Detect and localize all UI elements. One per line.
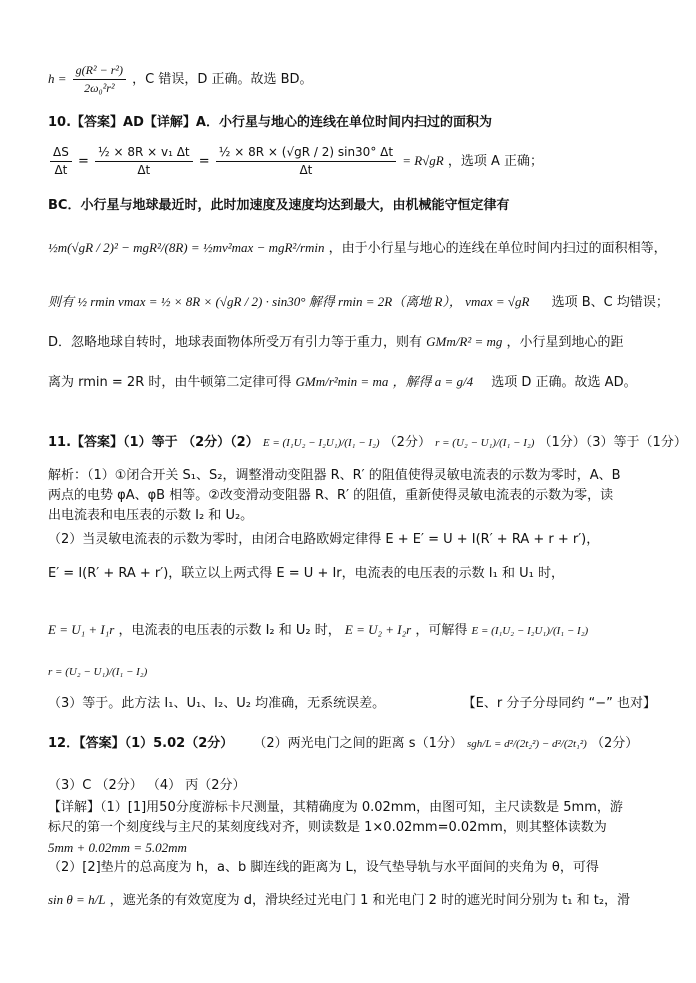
q12-p5: sin θ = h/L ，遮光条的有效宽度为 d，滑块经过光电门 1 和光电门 2 时的遮光时间分别为 t₁ 和 t₂，滑	[48, 892, 631, 908]
q12-p1: 【详解】（1）[1]用50分度游标卡尺测量，其精确度为 0.02mm，由图可知，主尺读数是 5mm，游	[48, 800, 623, 815]
q11-p3: 出电流表和电压表的示数 I₂ 和 U₂。	[48, 508, 254, 523]
q10-energy: ½m(√gR / 2)² − mgR²/(8R) = ½mv²max − mgR²/rmin ，由于小行星与地心的连线在单位时间内扫过的面积相等，	[48, 240, 667, 256]
q12-p4: （2）[2]垫片的总高度为 h，a、b 脚连线的距离为 L，设气垫导轨与水平面间的夹角为 θ，可得	[48, 860, 599, 875]
q12-p3: 5mm + 0.02mm = 5.02mm	[48, 840, 187, 855]
q10-area-eq: $\frac{\Delta S}{\Delta t}$ = $\frac{\text{½ × 8R × v₁ Δt}}{\Delta t}$ = $\frac{\text{½ × 8R × (√gR / 2) sin30° Δt}}{\Delta t}$ = R√gR ，选项 A 正确；	[48, 144, 656, 179]
q10-d2: 离为 rmin = 2R 时，由牛顿第二定律可得 GMm/r²min = ma ，解得 a = g/4 选项 D 正确。故选 AD。	[48, 374, 637, 390]
q11-p8: （3）等于。此方法 I₁、U₁、I₂、U₂ 均准确，无系统误差。 【E、r 分子分母同约 “−” 也对】	[48, 694, 656, 714]
q11-p7: r = (U₂ − U₁)/(I₁ − I₂)	[48, 666, 148, 678]
q11-note: 【E、r 分子分母同约 “−” 也对】	[462, 696, 656, 711]
q11-p5: E′ = I(R′ + RA + r′)，联立以上两式得 E = U + Ir，电流表的电压表的示数 I₁ 和 U₁ 时，	[48, 566, 564, 581]
q10-d: D．忽略地球自转时，地球表面物体所受万有引力等于重力，则有 GMm/R² = mg ，小行星到地心的距	[48, 334, 624, 350]
q9-h-fraction: $\frac{\text{g(R² − r²)}}{\text{2ω₀²r²}}$	[73, 62, 126, 97]
q9-tail: ，C 错误，D 正确。故选 BD。	[132, 72, 313, 87]
q12-head: 12．【答案】（1）5.02（2分） （2）两光电门之间的距离 s（1分） sgh/L = d²/(2t₂²) − d²/(2t₁²) （2分）	[48, 736, 639, 751]
q11-p2: 两点的电势 φA、φB 相等。②改变滑动变阻器 R、R′ 的阻值，重新使得灵敏电流表的示数为零，读	[48, 488, 614, 503]
q12-l2: （3）C （2分） （4） 丙（2分）	[48, 778, 246, 793]
q10-area: 则有 ½ rmin vmax = ½ × 8R × (√gR / 2) · sin30° 解得 rmin = 2R（离地 R）， vmax = √gR 选项 B、C 均错误；	[48, 294, 669, 310]
q10-head: 10.【答案】AD【详解】A．小行星与地心的连线在单位时间内扫过的面积为	[48, 115, 492, 130]
q9-h-label: h =	[48, 71, 67, 86]
q11-p4: （2）当灵敏电流表的示数为零时，由闭合电路欧姆定律得 E + E′ = U + I(R′ + RA + r + r′)，	[48, 532, 600, 547]
q11-p1: 解析：（1）①闭合开关 S₁、S₂，调整滑动变阻器 R、R′ 的阻值使得灵敏电流表的示数为零时，A、B	[48, 468, 621, 483]
q11-p6: E = U₁ + I₁r ，电流表的电压表的示数 I₂ 和 U₂ 时， E = U₂ + I₂r ，可解得 E = (I₁U₂ − I₂U₁)/(I₁ − I₂)	[48, 622, 589, 638]
q12-p2: 标尺的第一个刻度线与主尺的某刻度线对齐，则读数是 1×0.02mm=0.02mm，则其整体读数为	[48, 820, 607, 835]
q10-bc-head: BC．小行星与地球最近时，此时加速度及速度均达到最大，由机械能守恒定律有	[48, 198, 510, 213]
q11-head: 11.【答案】（1）等于 （2分）（2） E = (I₁U₂ − I₂U₁)/(I₁ − I₂) （2分） r = (U₂ − U₁)/(I₁ − I₂) （1分）（3）等于（1分）	[48, 435, 687, 450]
q9-line	[48, 62, 656, 97]
